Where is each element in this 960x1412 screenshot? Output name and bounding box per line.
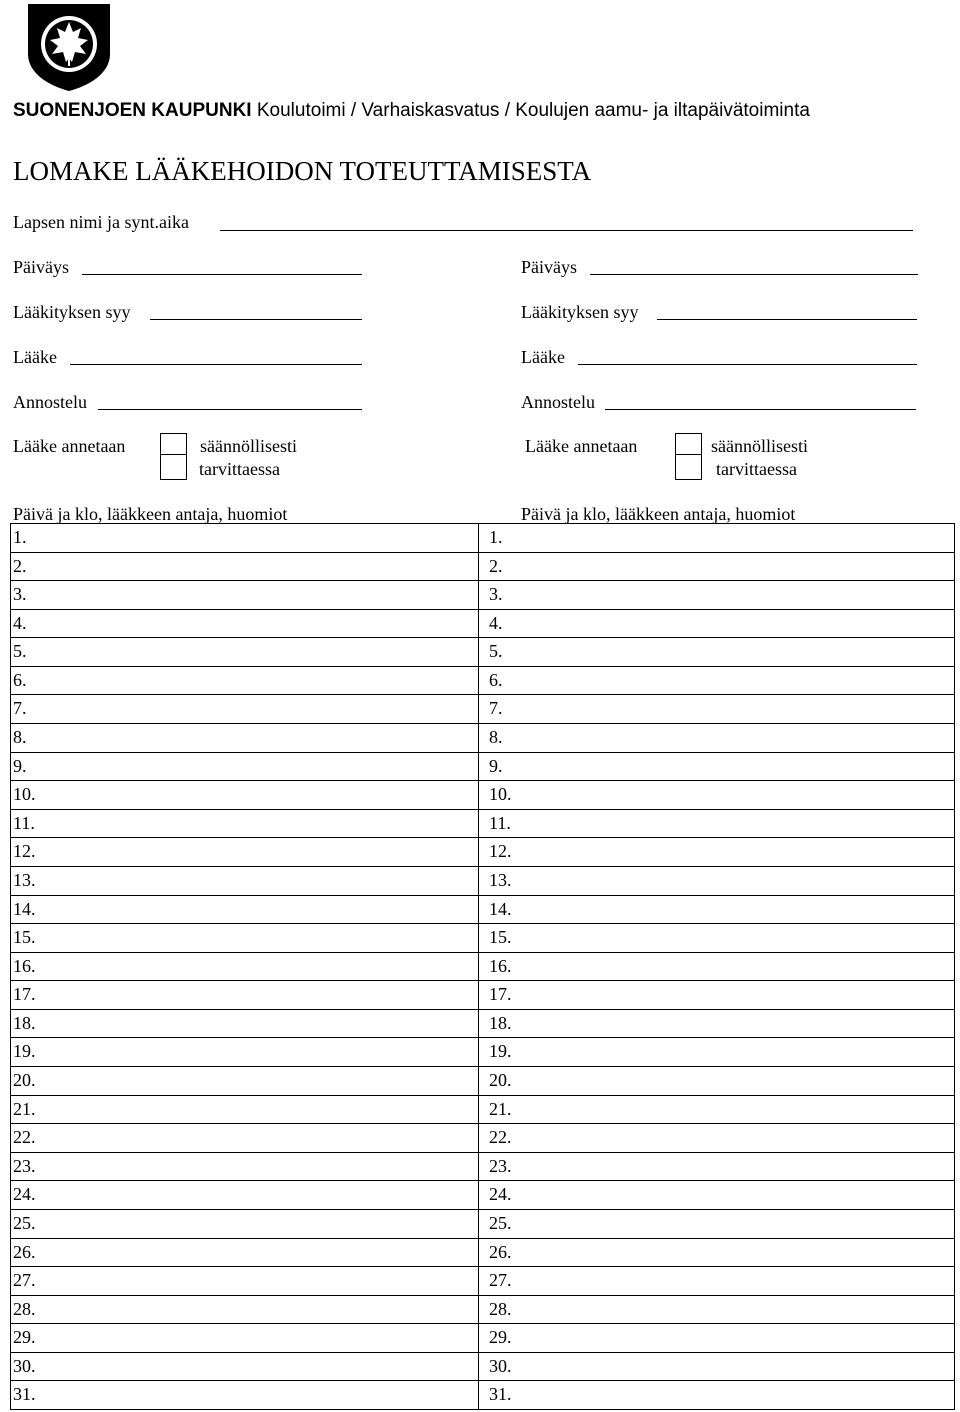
table-rule: [10, 1123, 955, 1124]
right-log-row-number: 6.: [489, 669, 503, 690]
right-as-needed-option: tarvittaessa: [716, 459, 797, 479]
organization-name: SUONENJOEN KAUPUNKI: [13, 100, 252, 121]
right-log-row-number: 13.: [489, 869, 512, 890]
left-log-row-number: 17.: [13, 984, 36, 1005]
right-regular-option: säännöllisesti: [711, 436, 808, 456]
left-log-row-number: 2.: [13, 555, 27, 576]
right-reason-label: Lääkityksen syy: [521, 302, 639, 322]
table-rule: [10, 1095, 955, 1096]
left-given-label: Lääke annetaan: [13, 436, 126, 456]
table-rule: [10, 552, 955, 553]
left-log-row-number: 24.: [13, 1184, 36, 1205]
left-log-row-number: 12.: [13, 841, 36, 862]
left-dosage-label: Annostelu: [13, 392, 87, 412]
left-as-needed-option: tarvittaessa: [199, 459, 280, 479]
right-log-row-number: 2.: [489, 555, 503, 576]
right-log-row-number: 11.: [489, 812, 511, 833]
form-title: LOMAKE LÄÄKEHOIDON TOTEUTTAMISESTA: [13, 156, 592, 186]
left-log-row-number: 8.: [13, 727, 27, 748]
left-date-field[interactable]: [82, 274, 362, 275]
left-log-row-number: 26.: [13, 1241, 36, 1262]
left-log-row-number: 21.: [13, 1098, 36, 1119]
left-log-row-number: 31.: [13, 1384, 36, 1405]
right-dosage-field[interactable]: [605, 409, 916, 410]
right-log-row-number: 19.: [489, 1041, 512, 1062]
table-rule: [10, 723, 955, 724]
right-log-row-number: 12.: [489, 841, 512, 862]
left-regular-checkbox[interactable]: [160, 433, 187, 455]
right-log-row-number: 31.: [489, 1384, 512, 1405]
right-log-row-number: 21.: [489, 1098, 512, 1119]
department-path: Koulutoimi / Varhaiskasvatus / Koulujen aamu- ja iltapäivätoiminta: [251, 100, 810, 121]
right-dosage-label: Annostelu: [521, 392, 595, 412]
left-log-row-number: 4.: [13, 612, 27, 633]
right-medicine-label: Lääke: [521, 347, 565, 367]
table-rule: [10, 666, 955, 667]
right-log-row-number: 14.: [489, 898, 512, 919]
table-rule: [10, 952, 955, 953]
right-log-row-number: 1.: [489, 527, 503, 547]
left-log-row-number: 7.: [13, 698, 27, 719]
right-log-row-number: 15.: [489, 927, 512, 948]
child-name-field[interactable]: [220, 230, 913, 231]
right-log-row-number: 18.: [489, 1012, 512, 1033]
table-column-divider: [478, 523, 479, 1409]
left-log-row-number: 29.: [13, 1327, 36, 1348]
right-as-needed-checkbox[interactable]: [675, 455, 702, 480]
left-log-row-number: 15.: [13, 927, 36, 948]
left-log-row-number: 9.: [13, 755, 27, 776]
table-rule: [10, 1380, 955, 1381]
right-log-row-number: 25.: [489, 1212, 512, 1233]
table-rule: [10, 1295, 955, 1296]
right-log-row-number: 27.: [489, 1270, 512, 1291]
table-rule: [10, 923, 955, 924]
left-log-row-number: 1.: [13, 527, 27, 547]
table-rule: [10, 1266, 955, 1267]
left-log-row-number: 6.: [13, 669, 27, 690]
table-rule: [10, 1180, 955, 1181]
left-dosage-field[interactable]: [98, 409, 362, 410]
table-rule: [10, 1238, 955, 1239]
organization-header: [13, 100, 810, 122]
left-log-row-number: 27.: [13, 1270, 36, 1291]
right-log-row-number: 3.: [489, 584, 503, 605]
table-rule: [10, 866, 955, 867]
right-given-label: Lääke annetaan: [525, 436, 638, 456]
left-reason-field[interactable]: [150, 319, 362, 320]
left-log-row-number: 16.: [13, 955, 36, 976]
left-log-row-number: 14.: [13, 898, 36, 919]
table-rule: [10, 1409, 955, 1410]
left-log-row-number: 5.: [13, 641, 27, 662]
right-regular-checkbox[interactable]: [675, 433, 702, 455]
right-log-row-number: 26.: [489, 1241, 512, 1262]
right-log-row-number: 5.: [489, 641, 503, 662]
city-coat-of-arms-logo: [26, 2, 112, 92]
right-log-row-number: 8.: [489, 727, 503, 748]
table-rule: [10, 837, 955, 838]
table-rule: [10, 809, 955, 810]
table-rule: [10, 694, 955, 695]
right-log-row-number: 7.: [489, 698, 503, 719]
right-log-row-number: 30.: [489, 1355, 512, 1376]
table-rule: [10, 1066, 955, 1067]
left-log-header: Päivä ja klo, lääkkeen antaja, huomiot: [13, 504, 288, 524]
right-reason-field[interactable]: [657, 319, 917, 320]
right-log-row-number: 29.: [489, 1327, 512, 1348]
table-rule: [10, 580, 955, 581]
right-log-row-number: 16.: [489, 955, 512, 976]
table-rule: [10, 1323, 955, 1324]
left-log-row-number: 13.: [13, 869, 36, 890]
left-log-row-number: 30.: [13, 1355, 36, 1376]
table-rule: [10, 895, 955, 896]
left-log-row-number: 19.: [13, 1041, 36, 1062]
right-medicine-field[interactable]: [578, 364, 917, 365]
left-log-row-number: 22.: [13, 1127, 36, 1148]
right-log-row-number: 20.: [489, 1070, 512, 1091]
left-date-label: Päiväys: [13, 257, 69, 277]
left-medicine-field[interactable]: [70, 364, 362, 365]
table-rule: [10, 1009, 955, 1010]
right-log-row-number: 9.: [489, 755, 503, 776]
table-border: [10, 523, 11, 1409]
left-log-row-number: 28.: [13, 1298, 36, 1319]
table-rule: [10, 637, 955, 638]
left-log-row-number: 23.: [13, 1155, 36, 1176]
table-rule: [10, 980, 955, 981]
right-date-label: Päiväys: [521, 257, 577, 277]
right-log-header: Päivä ja klo, lääkkeen antaja, huomiot: [521, 504, 796, 524]
right-log-row-number: 22.: [489, 1127, 512, 1148]
child-name-label: Lapsen nimi ja synt.aika: [13, 212, 189, 232]
right-log-row-number: 23.: [489, 1155, 512, 1176]
left-log-row-number: 3.: [13, 584, 27, 605]
table-rule: [10, 780, 955, 781]
left-reason-label: Lääkityksen syy: [13, 302, 131, 322]
table-rule: [10, 1037, 955, 1038]
table-rule: [10, 1352, 955, 1353]
left-as-needed-checkbox[interactable]: [160, 455, 187, 480]
medication-log-table: [10, 523, 955, 1409]
right-log-row-number: 10.: [489, 784, 512, 805]
left-medicine-label: Lääke: [13, 347, 57, 367]
left-log-row-number: 20.: [13, 1070, 36, 1091]
left-log-row-number: 11.: [13, 812, 35, 833]
table-rule: [10, 1209, 955, 1210]
right-log-row-number: 28.: [489, 1298, 512, 1319]
table-rule: [10, 609, 955, 610]
right-log-row-number: 17.: [489, 984, 512, 1005]
table-border: [954, 523, 955, 1409]
left-log-row-number: 18.: [13, 1012, 36, 1033]
left-log-row-number: 25.: [13, 1212, 36, 1233]
table-rule: [10, 752, 955, 753]
left-log-row-number: 10.: [13, 784, 36, 805]
table-rule: [10, 523, 955, 524]
right-date-field[interactable]: [590, 274, 918, 275]
right-log-row-number: 24.: [489, 1184, 512, 1205]
table-rule: [10, 1152, 955, 1153]
left-regular-option: säännöllisesti: [200, 436, 297, 456]
right-log-row-number: 4.: [489, 612, 503, 633]
